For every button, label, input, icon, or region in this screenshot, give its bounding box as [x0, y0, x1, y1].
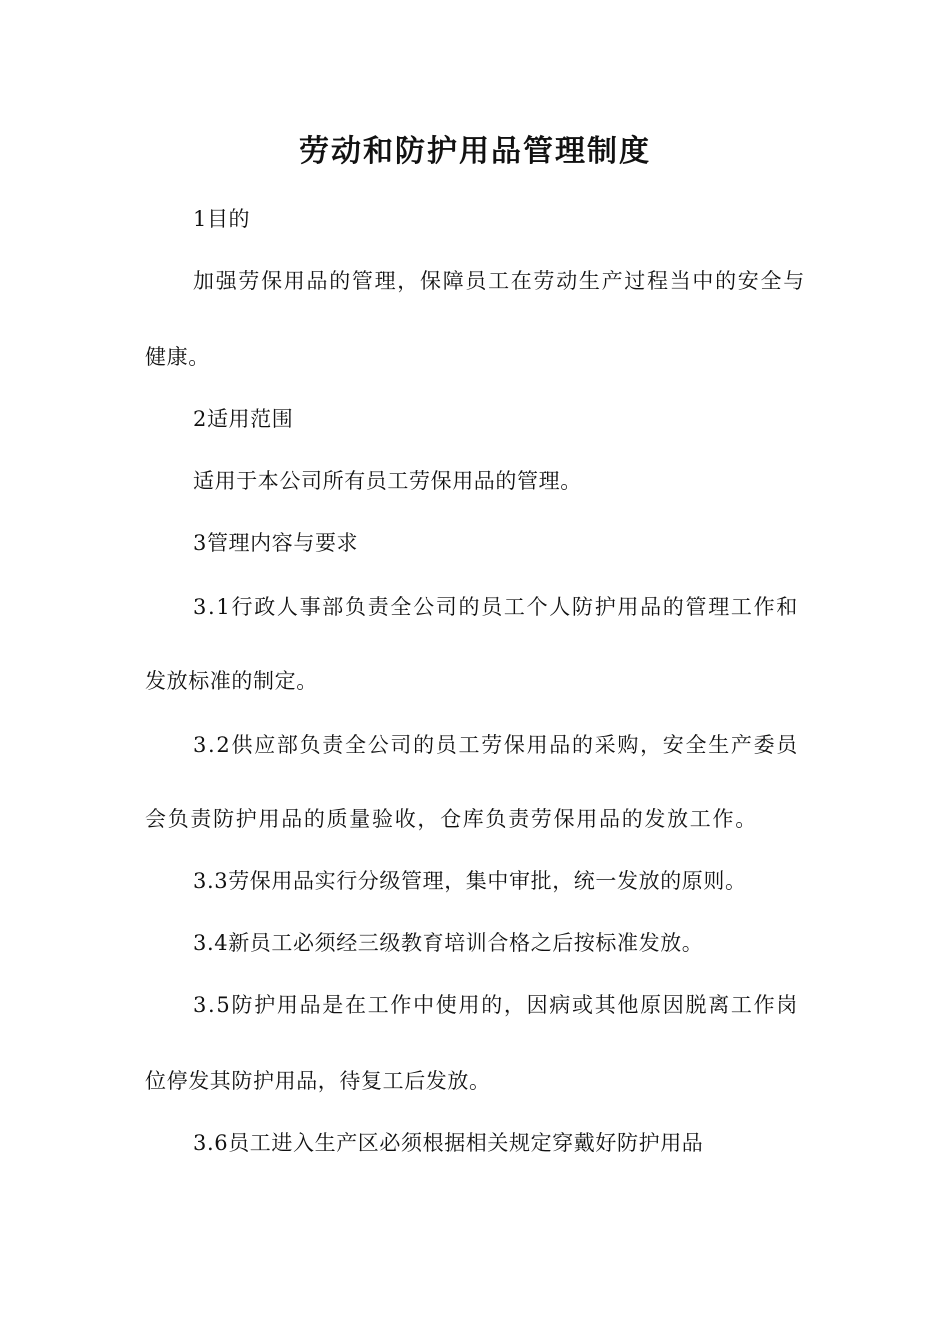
section-heading-scope: 2适用范围 — [193, 407, 294, 431]
paragraph-line: 3.3劳保用品实行分级管理，集中审批，统一发放的原则。 — [193, 869, 747, 893]
paragraph-line: 健康。 — [145, 345, 210, 369]
paragraph-line: 3.4新员工必须经三级教育培训合格之后按标准发放。 — [193, 931, 704, 955]
document-title: 劳动和防护用品管理制度 — [299, 134, 651, 169]
paragraph-line: 3.6员工进入生产区必须根据相关规定穿戴好防护用品 — [193, 1131, 704, 1155]
section-heading-requirements: 3管理内容与要求 — [193, 531, 359, 555]
paragraph-line: 位停发其防护用品，待复工后发放。 — [145, 1069, 491, 1093]
section-heading-purpose: 1目的 — [193, 207, 251, 231]
paragraph-line: 发放标准的制定。 — [145, 669, 318, 693]
paragraph-line: 3.5防护用品是在工作中使用的，因病或其他原因脱离工作岗 — [193, 993, 799, 1017]
paragraph-line: 3.1行政人事部负责全公司的员工个人防护用品的管理工作和 — [193, 595, 799, 619]
paragraph-line: 适用于本公司所有员工劳保用品的管理。 — [193, 469, 582, 493]
paragraph-line: 加强劳保用品的管理，保障员工在劳动生产过程当中的安全与 — [193, 269, 806, 293]
paragraph-line: 会负责防护用品的质量验收，仓库负责劳保用品的发放工作。 — [145, 807, 758, 831]
paragraph-line: 3.2供应部负责全公司的员工劳保用品的采购，安全生产委员 — [193, 733, 799, 757]
